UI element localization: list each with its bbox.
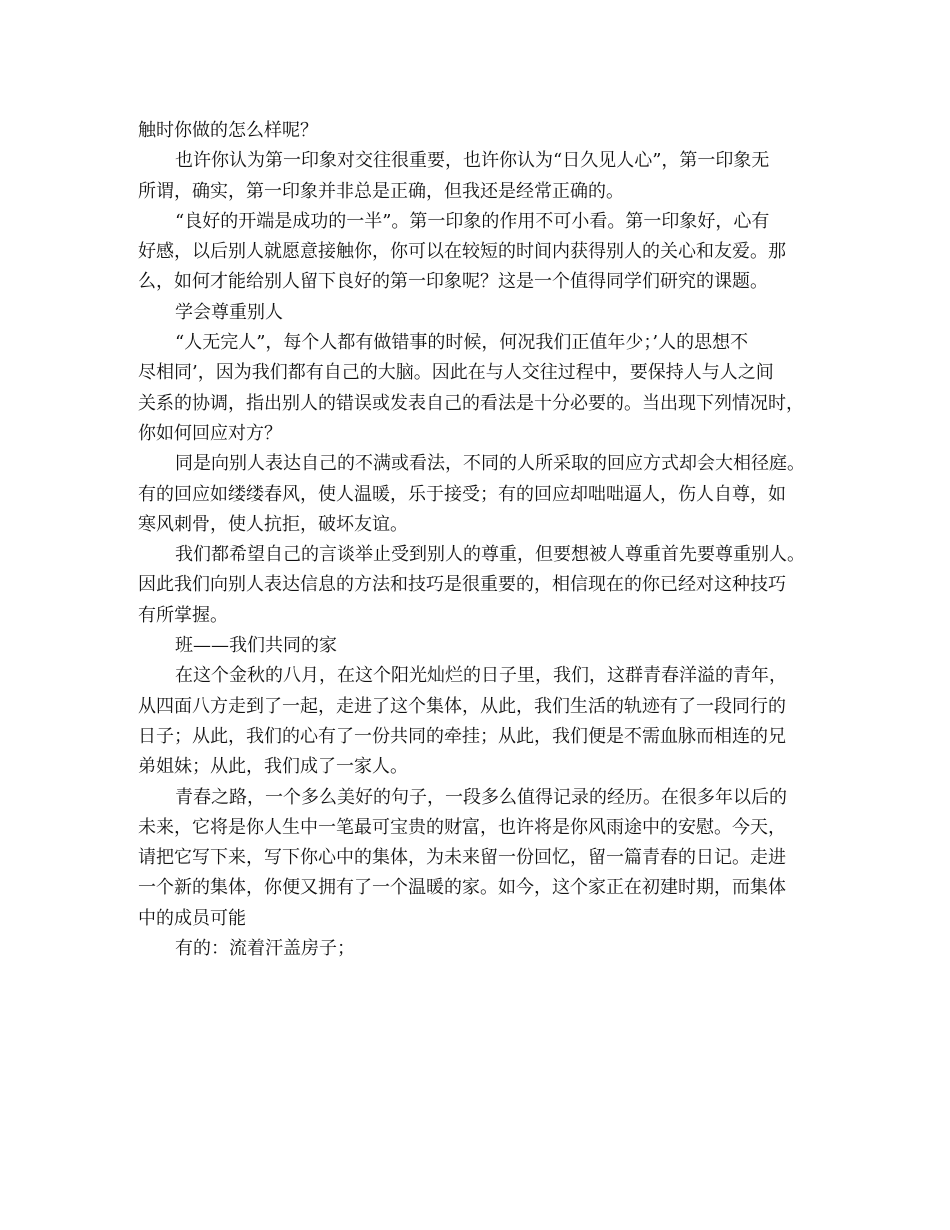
text-line: 有的：流着汗盖房子；: [175, 938, 355, 960]
text-line: 在这个金秋的八月，在这个阳光灿烂的日子里，我们，这群青春洋溢的青年，: [175, 665, 787, 687]
text-line: 也许你认为第一印象对交往很重要，也许你认为“日久见人心”，第一印象无: [175, 150, 770, 172]
text-line: 弟姐妹；从此，我们成了一家人。: [138, 756, 408, 778]
text-line: “人无完人”，每个人都有做错事的时候，何况我们正值年少；’人的思想不: [175, 332, 749, 354]
text-line: 我们都希望自己的言谈举止受到别人的尊重，但要想被人尊重首先要尊重别人。: [175, 544, 805, 566]
text-line: 好感，以后别人就愿意接触你，你可以在较短的时间内获得别人的关心和友爱。那: [138, 241, 786, 263]
text-line: “良好的开端是成功的一半”。第一印象的作用不可小看。第一印象好，心有: [175, 210, 770, 232]
text-line: 同是向别人表达自己的不满或看法，不同的人所采取的回应方式却会大相径庭。: [175, 453, 805, 475]
section-heading: 学会尊重别人: [175, 301, 283, 323]
text-line: 从四面八方走到了一起，走进了这个集体，从此，我们生活的轨迹有了一段同行的: [138, 695, 786, 717]
text-line: 有所掌握。: [138, 604, 228, 626]
document-body: [138, 116, 816, 964]
text-line: 关系的协调，指出别人的错误或发表自己的看法是十分必要的。当出现下列情况时，: [138, 392, 804, 414]
text-line: 所谓，确实，第一印象并非总是正确，但我还是经常正确的。: [138, 180, 624, 202]
text-line: 请把它写下来，写下你心中的集体，为未来留一份回忆，留一篇青春的日记。走进: [138, 847, 786, 869]
text-line: 中的成员可能: [138, 907, 246, 929]
text-line: 有的回应如缕缕春风，使人温暖，乐于接受；有的回应却咄咄逼人，伤人自尊，如: [138, 483, 786, 505]
text-line: 么，如何才能给别人留下良好的第一印象呢？这是一个值得同学们研究的课题。: [138, 271, 768, 293]
text-line: 触时你做的怎么样呢？: [138, 120, 318, 141]
text-line: 日子；从此，我们的心有了一份共同的牵挂；从此，我们便是不需血脉而相连的兄: [138, 725, 786, 747]
text-line: 寒风刺骨，使人抗拒，破坏友谊。: [138, 513, 408, 535]
section-heading: 班——我们共同的家: [175, 635, 337, 657]
text-line: 你如何回应对方？: [138, 422, 282, 444]
text-line: 青春之路，一个多么美好的句子，一段多么值得记录的经历。在很多年以后的: [175, 786, 787, 808]
text-line: 未来，它将是你人生中一笔最可宝贵的财富，也许将是你风雨途中的安慰。今天，: [138, 816, 786, 838]
text-line: 一个新的集体，你便又拥有了一个温暖的家。如今，这个家正在初建时期，而集体: [138, 877, 786, 899]
text-line: 因此我们向别人表达信息的方法和技巧是很重要的，相信现在的你已经对这种技巧: [138, 574, 786, 596]
text-line: 尽相同’，因为我们都有自己的大脑。因此在与人交往过程中，要保持人与人之间: [138, 362, 774, 384]
